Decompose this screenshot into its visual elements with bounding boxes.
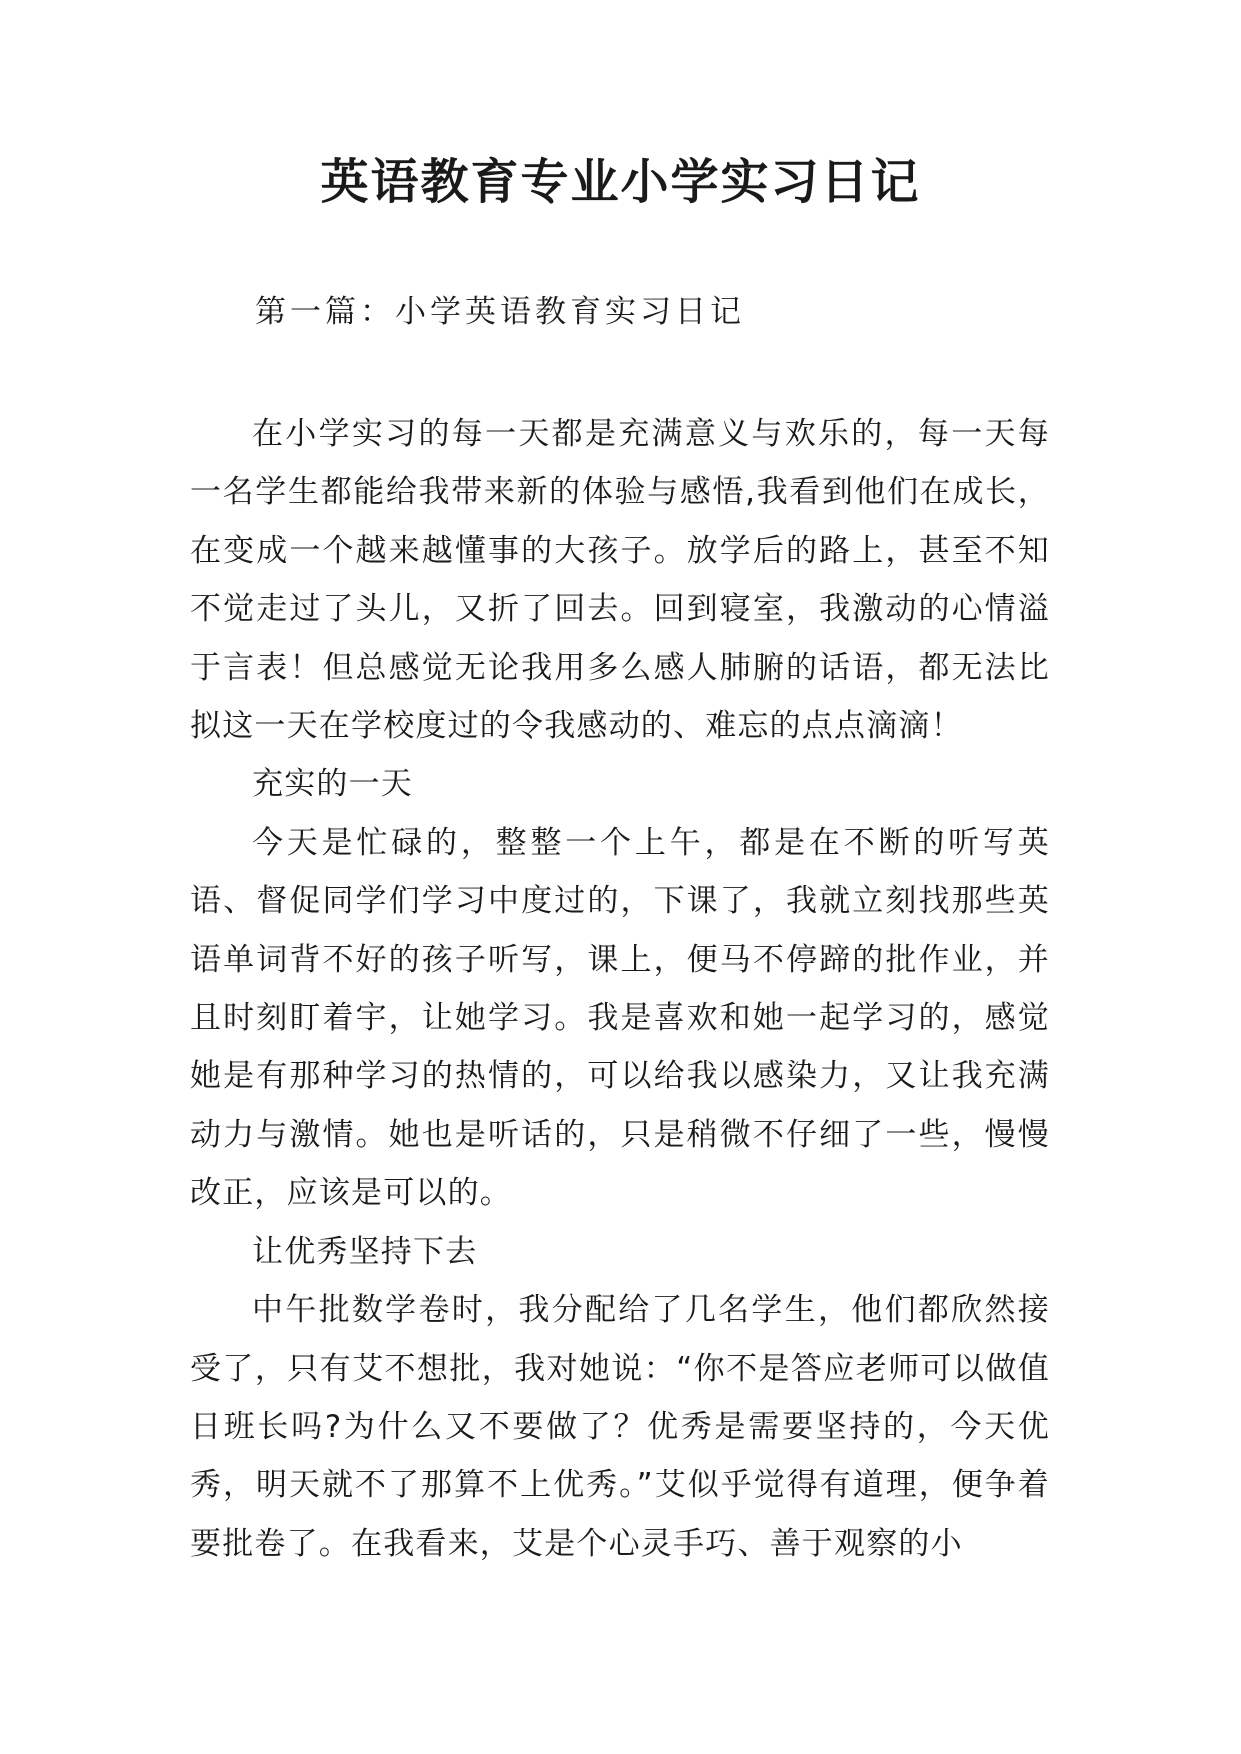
document-title: 英语教育专业小学实习日记	[320, 154, 921, 210]
paragraph: 中午批数学卷时，我分配给了几名学生，他们都欣然接受了，只有艾不想批，我对她说：“你不是答应老师可以做值日班长吗?为什么又不要做了？优秀是需要坚持的，今天优秀，明天就不了那算不上优秀。”艾似乎觉得有道理，便争着要批卷了。在我看来，艾是个心灵手巧、善于观察的小	[190, 1292, 1050, 1562]
paragraph: 在小学实习的每一天都是充满意义与欢乐的，每一天每一名学生都能给我带来新的体验与感悟,我看到他们在成长，在变成一个越来越懂事的大孩子。放学后的路上，甚至不知不觉走过了头儿，又折了回去。回到寝室，我激动的心情溢于言表！但总感觉无论我用多么感人肺腑的话语，都无法比拟这一天在学校度过的令我感动的、难忘的点点滴滴！	[190, 416, 1050, 745]
document-body	[190, 405, 1050, 1573]
section-heading: 充实的一天	[252, 766, 413, 803]
document-subtitle: 第一篇：小学英语教育实习日记	[255, 294, 745, 330]
paragraph: 今天是忙碌的，整整一个上午，都是在不断的听写英语、督促同学们学习中度过的，下课了，我就立刻找那些英语单词背不好的孩子听写，课上，便马不停蹄的批作业，并且时刻盯着宇，让她学习。我是喜欢和她一起学习的，感觉她是有那种学习的热情的，可以给我以感染力，又让我充满动力与激情。她也是听话的，只是稍微不仔细了一些，慢慢改正，应该是可以的。	[190, 824, 1050, 1212]
section-heading: 让优秀坚持下去	[252, 1233, 478, 1270]
